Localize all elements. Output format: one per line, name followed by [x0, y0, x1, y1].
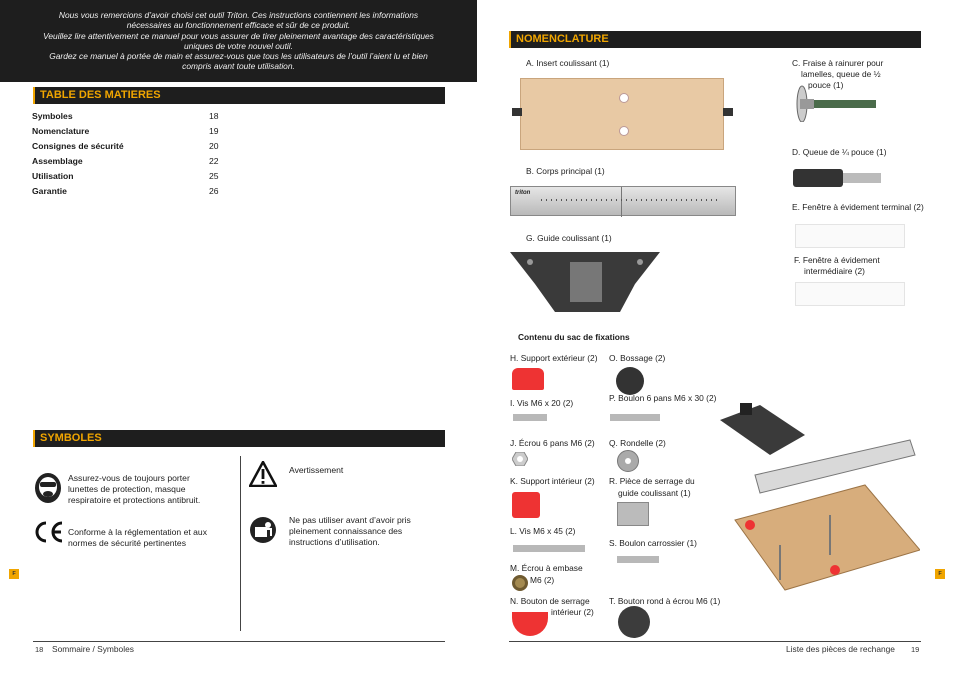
outer-bracket-image	[512, 368, 544, 390]
insert-end-left	[512, 108, 522, 116]
insert-hole	[619, 93, 629, 103]
carriage-bolt-image	[617, 556, 659, 563]
toc-page: 20	[209, 141, 219, 151]
fix-h-label: H. Support extérieur (2)	[510, 353, 598, 363]
intro-text: Nous vous remercions d’avoir choisi cet outil Triton. Ces instructions contiennent les informations nécessaires au fonctionnement efficace et sûr de ce produit. Veuillez lire attentivement ce manuel pour vous assurer de tirer pleinement avantage des caractéristiques uniques de votre nouvel outil. Gardez ce manuel à portée de main et assurez-vous que tous les utilisateurs de l’outil l’aient lu et bien compris avant toute utilisation.	[43, 10, 434, 72]
toc-label: Consignes de sécurité	[32, 141, 124, 151]
fix-m-label-1: M. Écrou à embase	[510, 563, 583, 573]
ce-text: Conforme à la réglementation et aux normes de sécurité pertinentes	[68, 527, 208, 549]
side-tab-label: F	[12, 571, 16, 577]
fix-i-label: I. Vis M6 x 20 (2)	[510, 398, 574, 408]
toc-page: 19	[209, 126, 219, 136]
symbols-heading	[33, 430, 445, 447]
footer-label-left: Sommaire / Symboles	[52, 644, 134, 654]
washer-hole	[625, 458, 631, 464]
inner-knob-image	[512, 612, 548, 636]
sliding-guide-image	[510, 252, 660, 312]
flange-nut-image	[512, 575, 528, 591]
toc-row[interactable]	[32, 171, 232, 186]
toc-label: Assemblage	[32, 156, 83, 166]
footer-label-right: Liste des pièces de rechange	[786, 644, 895, 654]
fix-p-label: P. Boulon 6 pans M6 x 30 (2)	[609, 393, 717, 403]
toc-row[interactable]	[32, 111, 232, 126]
part-b-label: B. Corps principal (1)	[526, 166, 605, 176]
protection-text: Assurez-vous de toujours porter lunettes de protection, masque respiratoire et protections antibruit.	[68, 473, 201, 506]
hex-nut-image	[512, 452, 528, 466]
intro-box	[0, 0, 477, 82]
part-c-label-3: pouce (1)	[808, 80, 844, 90]
toc-page: 18	[209, 111, 219, 121]
toc-label: Nomenclature	[32, 126, 90, 136]
part-g-label: G. Guide coulissant (1)	[526, 233, 612, 243]
toc-row[interactable]	[32, 126, 232, 141]
part-f-label-1: F. Fenêtre à évidement	[794, 255, 880, 265]
part-d-label: D. Queue de ¼ pouce (1)	[792, 147, 887, 157]
toc-page: 25	[209, 171, 219, 181]
warning-icon	[249, 461, 277, 487]
toc-heading	[33, 87, 445, 104]
fix-q-label: Q. Rondelle (2)	[609, 438, 666, 448]
toc-row[interactable]	[32, 186, 232, 201]
middle-window-image	[795, 282, 905, 306]
scale-ticks	[541, 199, 721, 201]
end-window-image	[795, 224, 905, 248]
washer-image	[617, 450, 639, 472]
safety-gear-icon	[33, 472, 63, 504]
assembled-jig-image	[715, 395, 920, 595]
toc-page: 26	[209, 186, 219, 196]
warning-text: Avertissement	[289, 465, 344, 475]
scale-marker	[621, 187, 622, 217]
screw-m6x45-image	[513, 545, 585, 552]
part-f-label-2: intermédiaire (2)	[804, 266, 865, 276]
fix-r-label-2: guide coulissant (1)	[618, 488, 691, 498]
part-a-label: A. Insert coulissant (1)	[526, 58, 610, 68]
clamp-piece-image	[617, 502, 649, 526]
screw-m6x20-image	[513, 414, 547, 421]
sliding-insert-image	[520, 78, 724, 150]
page-number-right: 19	[911, 645, 920, 654]
fix-j-label: J. Écrou 6 pans M6 (2)	[510, 438, 595, 448]
fix-r-label-1: R. Pièce de serrage du	[609, 476, 695, 486]
side-tab-label: F	[938, 571, 942, 577]
footer-rule-left	[33, 641, 445, 642]
fix-k-label: K. Support intérieur (2)	[510, 476, 595, 486]
insert-end-right	[723, 108, 733, 116]
bolt-m6x30-image	[610, 414, 660, 421]
footer-rule-right	[509, 641, 921, 642]
shank-end	[843, 173, 881, 183]
nomenclature-title: NOMENCLATURE	[516, 33, 609, 45]
slot-cutter-image	[790, 82, 880, 122]
symbols-title: SYMBOLES	[40, 432, 102, 444]
fix-n-label-1: N. Bouton de serrage	[510, 596, 590, 606]
toc-label: Garantie	[32, 186, 67, 196]
triton-logo: triton	[515, 190, 531, 196]
fix-l-label: L. Vis M6 x 45 (2)	[510, 526, 576, 536]
fix-n-label-2: intérieur (2)	[551, 607, 594, 617]
inner-bracket-image	[512, 492, 540, 518]
page-number-left: 18	[35, 645, 44, 654]
boss-image	[616, 367, 644, 395]
main-body-image	[510, 186, 736, 216]
bag-contents-title: Contenu du sac de fixations	[518, 332, 630, 342]
toc-row[interactable]	[32, 156, 232, 171]
toc-label: Utilisation	[32, 171, 74, 181]
side-tab-left	[9, 569, 19, 579]
manual-text: Ne pas utiliser avant d’avoir pris pleinement connaissance des instructions d’utilisation.	[289, 515, 411, 548]
shank-body	[793, 169, 843, 187]
fix-o-label: O. Bossage (2)	[609, 353, 666, 363]
part-c-label-2: lamelles, queue de ½	[801, 69, 881, 79]
toc-label: Symboles	[32, 111, 73, 121]
symbols-divider	[240, 456, 241, 631]
toc-page: 22	[209, 156, 219, 166]
part-e-label: E. Fenêtre à évidement terminal (2)	[792, 202, 924, 212]
fix-t-label: T. Bouton rond à écrou M6 (1)	[609, 596, 721, 606]
fix-s-label: S. Boulon carrossier (1)	[609, 538, 697, 548]
read-manual-icon	[249, 516, 277, 544]
ce-mark-icon	[33, 520, 65, 544]
toc-title: TABLE DES MATIERES	[40, 89, 161, 101]
side-tab-right	[935, 569, 945, 579]
round-knob-image	[618, 606, 650, 638]
toc-row[interactable]	[32, 141, 232, 156]
fix-m-label-2: M6 (2)	[530, 575, 555, 585]
quarter-shank-image	[793, 167, 883, 189]
part-c-label-1: C. Fraise à rainurer pour	[792, 58, 884, 68]
insert-hole	[619, 126, 629, 136]
nomenclature-heading	[509, 31, 921, 48]
